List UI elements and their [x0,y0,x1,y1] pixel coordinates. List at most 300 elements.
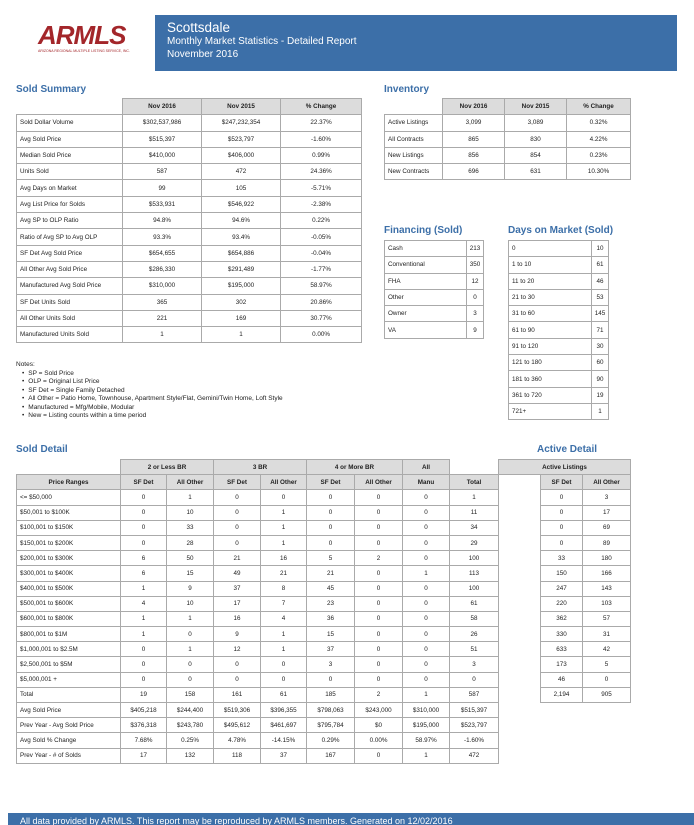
note-item: • All Other = Patio Home, Townhouse, Apartment Style/Flat, Gemini/Twin Home, Loft Style [22,395,283,404]
cell-value: 0 [307,535,355,550]
col-header: SF Det [541,475,583,490]
cell-value: 0 [355,520,403,535]
table-row [17,535,631,550]
row-label: Other [385,289,467,305]
cell-value: 6 [121,551,167,566]
cell-value: 93.3% [123,229,202,245]
table-row [17,229,362,245]
cell-value: 4.78% [214,733,261,748]
cell-value: 58.97% [403,733,450,748]
row-label: $600,001 to $800K [17,611,121,626]
gap-cell [499,520,541,535]
cell-value: 0 [541,535,583,550]
cell-value: 17 [583,505,631,520]
cell-value: 3 [307,657,355,672]
row-label: Median Sold Price [17,147,123,163]
col-header: % Change [281,99,362,115]
cell-value: 830 [505,131,567,147]
cell-value: 213 [467,241,484,257]
cell-value: 16 [214,611,261,626]
table-row [17,520,631,535]
cell-value: 0 [121,642,167,657]
cell-value: 53 [592,289,609,305]
cell-value: 1 [261,642,307,657]
cell-value: 21 [307,566,355,581]
cell-value: 105 [202,180,281,196]
cell-value: -1.60% [450,733,499,748]
cell-value: $515,397 [450,703,499,718]
empty-cell [583,748,631,763]
row-label: All Other Avg Sold Price [17,261,123,277]
table-row [17,180,362,196]
cell-value: 0 [355,505,403,520]
cell-value: 0 [403,520,450,535]
cell-value: 865 [443,131,505,147]
row-label: Avg Sold Price [17,131,123,147]
financing-title: Financing (Sold) [384,225,463,236]
col-header: All Other [583,475,631,490]
row-label: Conventional [385,257,467,273]
cell-value: 58 [450,611,499,626]
cell-value: 220 [541,596,583,611]
cell-value: 28 [167,535,214,550]
row-label: New Listings [385,147,443,163]
cell-value: 1 [403,687,450,702]
cell-value: 2,194 [541,687,583,702]
table-row [17,115,362,131]
cell-value: 3 [583,490,631,505]
row-label: Sold Dollar Volume [17,115,123,131]
col-header: SF Det [214,475,261,490]
gap-cell [499,535,541,550]
corner-cell [17,460,121,475]
table-row [385,322,484,338]
cell-value: 61 [592,257,609,273]
table-row [385,273,484,289]
table-row [385,164,631,180]
cell-value: 0 [450,672,499,687]
gap-cell [499,475,541,490]
row-label: Units Sold [17,164,123,180]
inventory-title: Inventory [384,84,430,95]
cell-value: 0 [214,520,261,535]
cell-value: 118 [214,748,261,763]
cell-value: 0 [541,490,583,505]
cell-value: 0 [307,520,355,535]
cell-value: 10 [592,241,609,257]
cell-value: $195,000 [403,718,450,733]
cell-value: 7.68% [121,733,167,748]
cell-value: 1 [167,490,214,505]
inventory-table [384,98,631,180]
cell-value: 0.32% [567,115,631,131]
cell-value: 0 [541,520,583,535]
gap-cell [450,460,499,475]
cell-value: 0 [214,657,261,672]
table-row [509,289,609,305]
cell-value: 46 [592,273,609,289]
cell-value: 1 [261,505,307,520]
row-label: New Contracts [385,164,443,180]
note-item: • SP = Sold Price [22,370,283,379]
financing-table [384,240,484,339]
gap-cell [499,490,541,505]
row-label: Avg List Price for Solds [17,196,123,212]
logo-tagline: ARIZONA REGIONAL MULTIPLE LISTING SERVICE, INC. [38,49,130,53]
cell-value: 1 [121,627,167,642]
cell-value: 161 [214,687,261,702]
cell-value: 15 [167,566,214,581]
cell-value: $406,000 [202,147,281,163]
row-label: All Other Units Sold [17,310,123,326]
table-row [17,245,362,261]
cell-value: 0 [403,596,450,611]
group-header: All [403,460,450,475]
cell-value: $546,922 [202,196,281,212]
empty-cell [541,718,583,733]
cell-value: 132 [167,748,214,763]
cell-value: 33 [541,551,583,566]
cell-value: 350 [467,257,484,273]
cell-value: 1 [450,490,499,505]
table-row [509,403,609,419]
cell-value: 696 [443,164,505,180]
row-label: Total [17,687,121,702]
col-header: Nov 2016 [443,99,505,115]
table-row [385,306,484,322]
cell-value: 1 [592,403,609,419]
footer-disclaimer: All data provided by ARMLS. This report may be reproduced by ARMLS members. Generated on 12/02/2016 [8,813,694,825]
gap-cell [499,611,541,626]
cell-value: 0 [355,535,403,550]
cell-value: -1.60% [281,131,362,147]
table-row [17,278,362,294]
row-label: $1,000,001 to $2.5M [17,642,121,657]
cell-value: $376,318 [121,718,167,733]
cell-value: 1 [403,566,450,581]
cell-value: 9 [467,322,484,338]
cell-value: 330 [541,627,583,642]
row-label: Prev Year - Avg Sold Price [17,718,121,733]
group-header: Active Listings [499,460,631,475]
row-label: Prev Year - # of Solds [17,748,121,763]
cell-value: 10.30% [567,164,631,180]
cell-value: 103 [583,596,631,611]
table-row [17,566,631,581]
cell-value: 1 [261,627,307,642]
cell-value: 0.99% [281,147,362,163]
cell-value: 0 [261,672,307,687]
cell-value: 4.22% [567,131,631,147]
cell-value: 23 [307,596,355,611]
table-row [17,147,362,163]
empty-cell [541,733,583,748]
cell-value: 1 [403,748,450,763]
sold-summary-table [16,98,362,343]
cell-value: $291,489 [202,261,281,277]
cell-value: $533,931 [123,196,202,212]
cell-value: 167 [307,748,355,763]
group-header: 4 or More BR [307,460,403,475]
cell-value: 42 [583,642,631,657]
sold-summary-title: Sold Summary [16,84,87,95]
gap-cell [499,657,541,672]
cell-value: 61 [450,596,499,611]
cell-value: -2.38% [281,196,362,212]
cell-value: 89 [583,535,631,550]
cell-value: 0 [355,490,403,505]
cell-value: 8 [261,581,307,596]
col-header: Nov 2015 [202,99,281,115]
cell-value: 61 [261,687,307,702]
table-row [17,164,362,180]
cell-value: 24.36% [281,164,362,180]
row-label: $800,001 to $1M [17,627,121,642]
col-header: All Other [167,475,214,490]
cell-value: $286,330 [123,261,202,277]
table-row [17,294,362,310]
cell-value: 90 [592,371,609,387]
cell-value: 45 [307,581,355,596]
row-label: 31 to 60 [509,306,592,322]
cell-value: 37 [214,581,261,596]
table-row [509,273,609,289]
col-header: % Change [567,99,631,115]
table-row [509,371,609,387]
gap-cell [499,581,541,596]
cell-value: 302 [202,294,281,310]
row-label: VA [385,322,467,338]
row-label: $100,001 to $150K [17,520,121,535]
cell-value: 587 [450,687,499,702]
active-detail-title: Active Detail [537,444,598,455]
corner-cell [17,99,123,115]
gap-cell [499,748,541,763]
cell-value: $523,797 [202,131,281,147]
cell-value: 29 [450,535,499,550]
cell-value: 93.4% [202,229,281,245]
cell-value: 19 [592,387,609,403]
row-label: FHA [385,273,467,289]
row-label: Avg Sold % Change [17,733,121,748]
cell-value: 180 [583,551,631,566]
table-row [17,505,631,520]
cell-value: 0 [355,627,403,642]
row-label: All Contracts [385,131,443,147]
cell-value: 143 [583,581,631,596]
cell-value: 1 [167,642,214,657]
row-label: Owner [385,306,467,322]
logo-wordmark: ARMLS [38,20,126,50]
cell-value: 10 [167,596,214,611]
cell-value: 472 [450,748,499,763]
cell-value: 905 [583,687,631,702]
cell-value: $405,218 [121,703,167,718]
cell-value: 3 [450,657,499,672]
row-label: $5,000,001 + [17,672,121,687]
table-row [17,627,631,642]
cell-value: 0 [307,672,355,687]
table-row [385,131,631,147]
cell-value: 37 [307,642,355,657]
cell-value: 221 [123,310,202,326]
cell-value: 4 [121,596,167,611]
cell-value: 0 [355,672,403,687]
cell-value: 113 [450,566,499,581]
row-label: 181 to 360 [509,371,592,387]
group-header: 2 or Less BR [121,460,214,475]
cell-value: $310,000 [403,703,450,718]
notes-title: Notes: [16,361,35,368]
table-row [17,327,362,343]
empty-cell [583,733,631,748]
cell-value: 0 [121,520,167,535]
cell-value: 1 [202,327,281,343]
cell-value: 0 [167,672,214,687]
col-header: Nov 2016 [123,99,202,115]
cell-value: 587 [123,164,202,180]
cell-value: 0 [355,596,403,611]
cell-value: 22.37% [281,115,362,131]
cell-value: 0 [355,581,403,596]
row-label: 1 to 10 [509,257,592,273]
cell-value: 0 [467,289,484,305]
empty-cell [583,718,631,733]
cell-value: 1 [121,611,167,626]
cell-value: 6 [121,566,167,581]
row-label: 21 to 30 [509,289,592,305]
cell-value: 33 [167,520,214,535]
cell-value: 3 [467,306,484,322]
header-subtitle: Monthly Market Statistics - Detailed Report [167,36,357,47]
cell-value: 0 [261,490,307,505]
table-row [17,611,631,626]
table-row [17,733,631,748]
table-row [17,672,631,687]
cell-value: 0 [355,748,403,763]
cell-value: 0 [583,672,631,687]
table-row [17,196,362,212]
row-label: $300,001 to $400K [17,566,121,581]
cell-value: 365 [123,294,202,310]
cell-value: 11 [450,505,499,520]
row-label: $400,001 to $500K [17,581,121,596]
cell-value: 5 [307,551,355,566]
cell-value: $396,355 [261,703,307,718]
col-header: All Other [261,475,307,490]
cell-value: 0 [167,657,214,672]
days-on-market-title: Days on Market (Sold) [508,225,614,236]
cell-value: $247,232,354 [202,115,281,131]
col-header: SF Det [307,475,355,490]
cell-value: 3,089 [505,115,567,131]
col-header: Total [450,475,499,490]
empty-cell [583,703,631,718]
table-row [17,748,631,763]
table-row [17,657,631,672]
cell-value: $495,612 [214,718,261,733]
cell-value: 362 [541,611,583,626]
cell-value: $515,397 [123,131,202,147]
row-label: $2,500,001 to $5M [17,657,121,672]
cell-value: 49 [214,566,261,581]
col-header: Nov 2015 [505,99,567,115]
cell-value: 9 [167,581,214,596]
gap-cell [499,505,541,520]
table-row [385,147,631,163]
table-row [17,213,362,229]
row-label: 11 to 20 [509,273,592,289]
cell-value: $302,537,986 [123,115,202,131]
cell-value: -5.71% [281,180,362,196]
cell-value: 472 [202,164,281,180]
table-row [17,131,362,147]
cell-value: 185 [307,687,355,702]
cell-value: 1 [167,611,214,626]
row-label: 91 to 120 [509,338,592,354]
cell-value: 856 [443,147,505,163]
report-header [155,15,677,71]
cell-value: 20.86% [281,294,362,310]
gap-cell [499,596,541,611]
cell-value: 1 [261,535,307,550]
table-row [17,490,631,505]
cell-value: $244,400 [167,703,214,718]
cell-value: 0 [214,490,261,505]
header-city: Scottsdale [167,20,231,35]
row-label: Manufactured Units Sold [17,327,123,343]
cell-value: 0 [541,505,583,520]
row-label: SF Det Avg Sold Price [17,245,123,261]
gap-cell [499,566,541,581]
sold-detail-title: Sold Detail [16,444,68,455]
cell-value: 0 [355,642,403,657]
table-row [17,581,631,596]
row-label: SF Det Units Sold [17,294,123,310]
table-row [509,322,609,338]
gap-cell [499,672,541,687]
note-item: • New = Listing counts within a time period [22,412,283,421]
cell-value: 158 [167,687,214,702]
cell-value: $461,697 [261,718,307,733]
cell-value: 0.29% [307,733,355,748]
cell-value: 0 [355,566,403,581]
row-label: Manufactured Avg Sold Price [17,278,123,294]
cell-value: 94.6% [202,213,281,229]
row-label: Ratio of Avg SP to Avg OLP [17,229,123,245]
cell-value: 0 [403,657,450,672]
cell-value: 247 [541,581,583,596]
cell-value: 0 [403,551,450,566]
cell-value: 21 [214,551,261,566]
cell-value: 0 [261,657,307,672]
row-label: $500,001 to $600K [17,596,121,611]
cell-value: 0.23% [567,147,631,163]
cell-value: 0 [355,611,403,626]
table-row [385,241,484,257]
days-on-market-table [508,240,609,420]
cell-value: 2 [355,687,403,702]
gap-cell [499,627,541,642]
cell-value: 51 [450,642,499,657]
cell-value: 145 [592,306,609,322]
cell-value: 1 [123,327,202,343]
cell-value: 633 [541,642,583,657]
cell-value: 4 [261,611,307,626]
table-row [17,642,631,657]
row-label: 721+ [509,403,592,419]
gap-cell [499,687,541,702]
